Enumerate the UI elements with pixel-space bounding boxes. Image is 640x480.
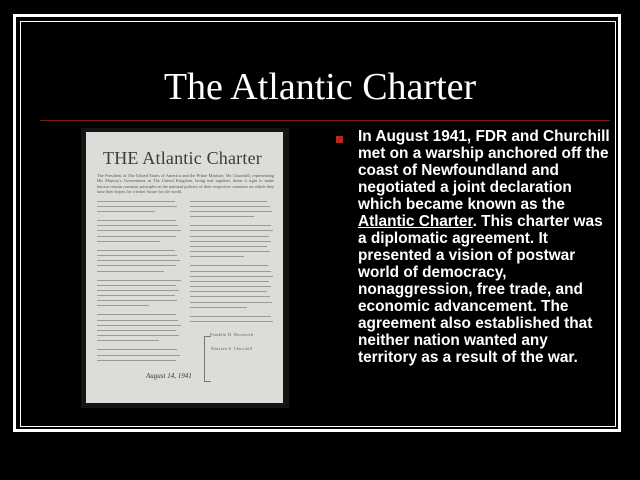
document-text-line <box>190 211 273 212</box>
document-text-line <box>97 250 175 251</box>
document-text-line <box>97 255 177 256</box>
document-text-line <box>190 296 270 297</box>
document-text-line <box>190 230 274 231</box>
document-text-lines <box>97 201 182 365</box>
document-text-line <box>97 355 180 356</box>
document-text-line <box>190 225 271 226</box>
document-text-line <box>97 280 181 281</box>
slide-title: The Atlantic Charter <box>163 66 477 108</box>
document-text-line <box>97 265 176 266</box>
document-columns <box>97 201 274 365</box>
document-text-line <box>190 251 270 252</box>
document-text-line <box>97 340 159 341</box>
document-text-line <box>97 241 160 242</box>
document-text-line <box>190 265 269 266</box>
body-text-part-2: . This charter was a diplomatic agreement. It presented a vision of postwar world of democracy, nonaggression, free trade, and economic advancement. The agreement also established that neither nation wanted any territory as a result of the war. <box>358 213 603 366</box>
title-divider <box>40 120 610 121</box>
document-text-line <box>190 281 269 282</box>
document-title: THE Atlantic Charter <box>103 148 262 168</box>
document-text-line <box>97 260 180 261</box>
signature-churchill: Winston S. Churchill <box>210 346 253 352</box>
document-text-line <box>97 360 176 361</box>
document-text-line <box>97 211 155 212</box>
document-text-line <box>97 225 178 226</box>
document-date: August 14, 1941 <box>146 372 192 380</box>
document-text-line <box>190 307 247 308</box>
document-text-line <box>190 256 245 257</box>
document-text-line <box>190 241 272 242</box>
document-text-line <box>97 285 176 286</box>
document-column-left <box>97 201 182 365</box>
document-text-line <box>97 201 175 202</box>
atlantic-charter-link[interactable]: Atlantic Charter <box>358 213 473 230</box>
document-text-line <box>97 349 177 350</box>
document-text-line <box>97 335 179 336</box>
document-text-line <box>190 206 270 207</box>
document-text-line <box>97 330 176 331</box>
charter-document-image <box>86 132 283 403</box>
document-column-right <box>190 201 275 365</box>
document-text-line <box>190 321 274 322</box>
document-text-line <box>190 286 272 287</box>
signature-roosevelt: Franklin D. Roosevelt <box>209 332 254 338</box>
document-text-line <box>97 220 176 221</box>
document-text-line <box>97 325 181 326</box>
document-text-line <box>190 236 269 237</box>
document-text-line <box>190 271 271 272</box>
bullet-marker <box>336 136 343 143</box>
body-text-part-1: In August 1941, FDR and Churchill met on a warship anchored off the coast of Newfoundland and negotiated a joint declaration which became known as the <box>358 128 610 213</box>
document-text-line <box>97 271 164 272</box>
document-text-line <box>190 291 268 292</box>
document-text-line <box>190 276 274 277</box>
document-text-line <box>97 295 175 296</box>
document-text-line <box>190 246 268 247</box>
document-text-line <box>97 236 176 237</box>
document-text-line <box>97 230 181 231</box>
document-text-line <box>97 320 178 321</box>
document-text-line <box>97 206 177 207</box>
document-text-line <box>97 305 149 306</box>
slide-body-text <box>358 128 610 366</box>
document-text-line <box>190 201 268 202</box>
document-preamble: The President of The United States of America and the Prime Minister, Mr. Churchill, representing His Majesty's Government in The United Kingdom, being met together, deem it right to make known certain common principles in the national policies of their respective countries on which they base their hopes for a better future for the world. <box>97 173 274 195</box>
document-text-line <box>97 300 177 301</box>
document-text-line <box>190 302 273 303</box>
document-text-line <box>190 216 254 217</box>
document-text-lines <box>190 201 275 327</box>
document-text-line <box>97 314 176 315</box>
document-text-line <box>190 316 271 317</box>
document-text-line <box>97 290 179 291</box>
signature-bracket <box>204 336 211 382</box>
